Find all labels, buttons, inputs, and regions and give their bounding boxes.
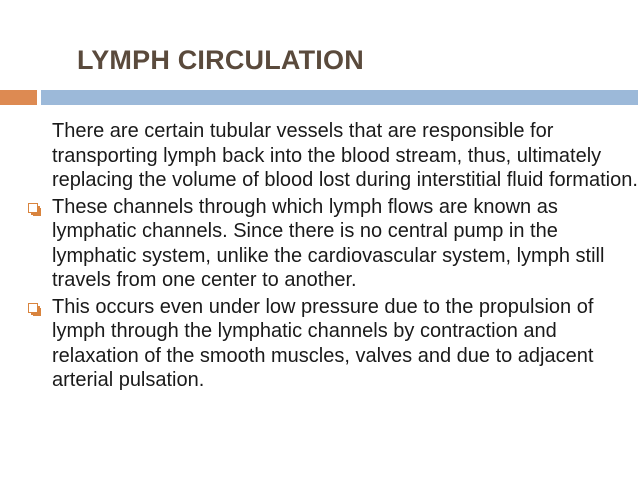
accent-bar-blue: [41, 90, 638, 105]
bullet-item: [24, 295, 638, 393]
slide-title: LYMPH CIRCULATION: [77, 45, 364, 75]
square-bullet-icon: [28, 303, 38, 313]
bullet-text: This occurs even under low pressure due to the propulsion of lymph through the lymphatic channels by contraction and relaxation of the smooth muscles, valves and due to adjacent arterial pulsation.: [52, 295, 594, 391]
square-bullet-icon: [28, 203, 38, 213]
paragraph-intro: [24, 119, 638, 193]
paragraph-text: There are certain tubular vessels that are responsible for transporting lymph back into the blood stream, thus, ultimately replacing the volume of blood lost during interstitial fluid formation.: [52, 120, 638, 191]
bullet-text: These channels through which lymph flows are known as lymphatic channels. Since there is no central pump in the lymphatic system, unlike the cardiovascular system, lymph still travels from one center to another.: [52, 195, 605, 291]
accent-bar-orange: [0, 90, 37, 105]
slide-body: [24, 119, 638, 393]
bullet-item: [24, 195, 638, 293]
